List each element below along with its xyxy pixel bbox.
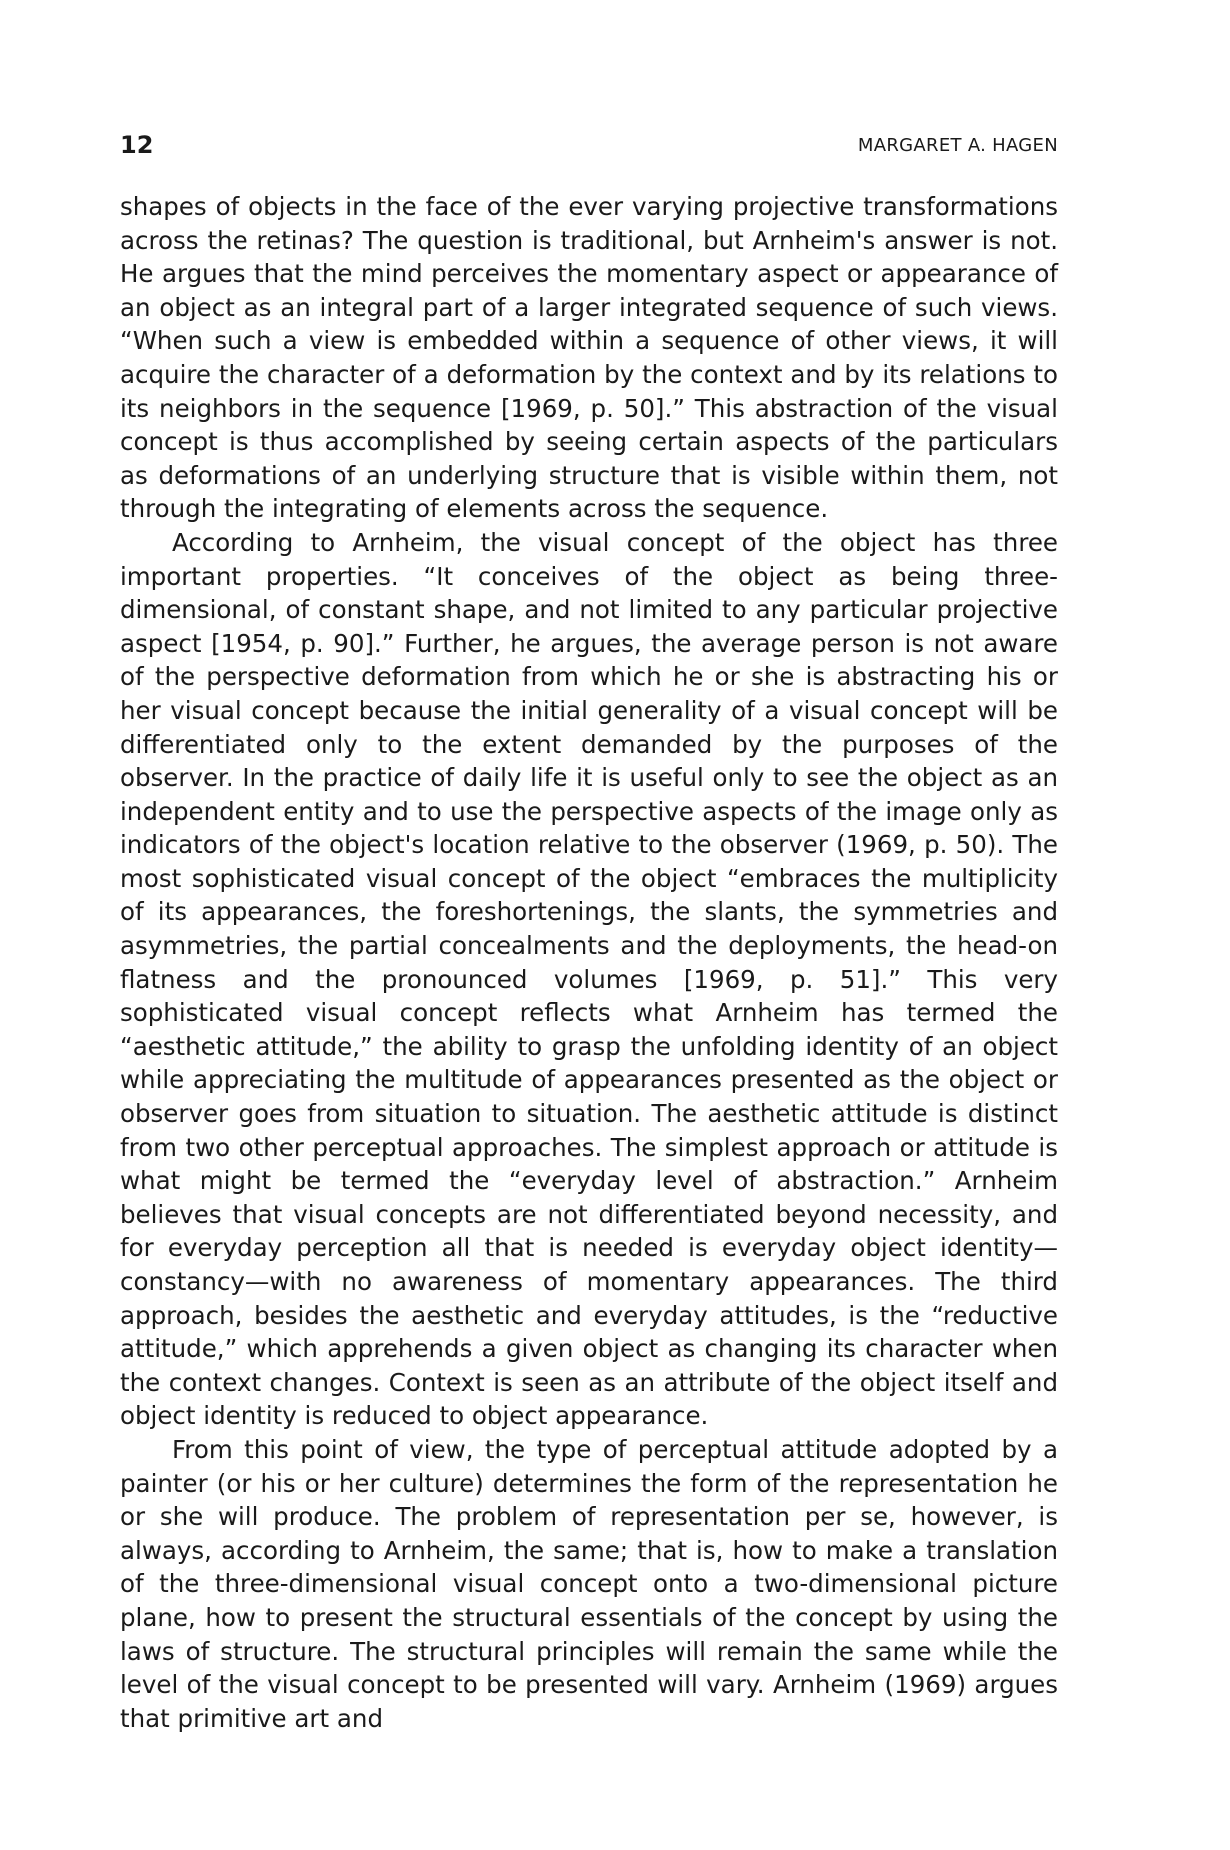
- paragraph: According to Arnheim, the visual concept of the object has three important properties. “It conceives of the object as being three-dimensional, of constant shape, and not limited to any particular projective aspect [1954, p. 90].” Further, he argues, the average person is not aware of the perspective deformation from which he or she is abstracting his or her visual concept because the initial generality of a visual concept will be differentiated only to the extent demanded by the purposes of the observer. In the practice of daily life it is useful only to see the object as an independent entity and to use the perspective aspects of the image only as indicators of the object's location relative to the observer (1969, p. 50). The most sophisticated visual concept of the object “embraces the multiplicity of its appearances, the foreshortenings, the slants, the symmetries and asymmetries, the partial concealments and the deployments, the head-on flatness and the pronounced volumes [1969, p. 51].” This very sophisticated visual concept reflects what Arnheim has termed the “aesthetic attitude,” the ability to grasp the unfolding identity of an object while appreciating the multitude of appearances presented as the object or observer goes from situation to situation. The aesthetic attitude is distinct from two other perceptual approaches. The simplest approach or attitude is what might be termed the “everyday level of abstraction.” Arnheim believes that visual concepts are not differentiated beyond necessity, and for everyday perception all that is needed is everyday object identity—constancy—with no awareness of momentary appearances. The third approach, besides the aesthetic and everyday attitudes, is the “reductive attitude,” which apprehends a given object as changing its character when the context changes. Context is seen as an attribute of the object itself and object identity is reduced to object appearance.: [120, 527, 1058, 1431]
- body-text: [120, 190, 1058, 1735]
- paragraph: From this point of view, the type of perceptual attitude adopted by a painter (or his or her culture) determines the form of the representation he or she will produce. The problem of representation per se, however, is always, according to Arnheim, the same; that is, how to make a translation of the three-dimensional visual concept onto a two-dimensional picture plane, how to present the structural essentials of the concept by using the laws of structure. The structural principles will remain the same while the level of the visual concept to be presented will vary. Arnheim (1969) argues that primitive art and: [120, 1434, 1058, 1733]
- page-number: 12: [120, 131, 154, 159]
- running-title: MARGARET A. HAGEN: [857, 135, 1058, 156]
- paragraph-continued: shapes of objects in the face of the ever varying projective transformations across the retinas? The question is traditional, but Arnheim's answer is not. He argues that the mind perceives the momentary aspect or appearance of an object as an integral part of a larger integrated sequence of such views. “When such a view is embedded within a sequence of other views, it will acquire the character of a deformation by the context and by its relations to its neighbors in the sequence [1969, p. 50].” This abstraction of the visual concept is thus accomplished by seeing certain aspects of the particulars as deformations of an underlying structure that is visible within them, not through the integrating of elements across the sequence.: [120, 192, 1058, 524]
- running-head: [120, 130, 1058, 160]
